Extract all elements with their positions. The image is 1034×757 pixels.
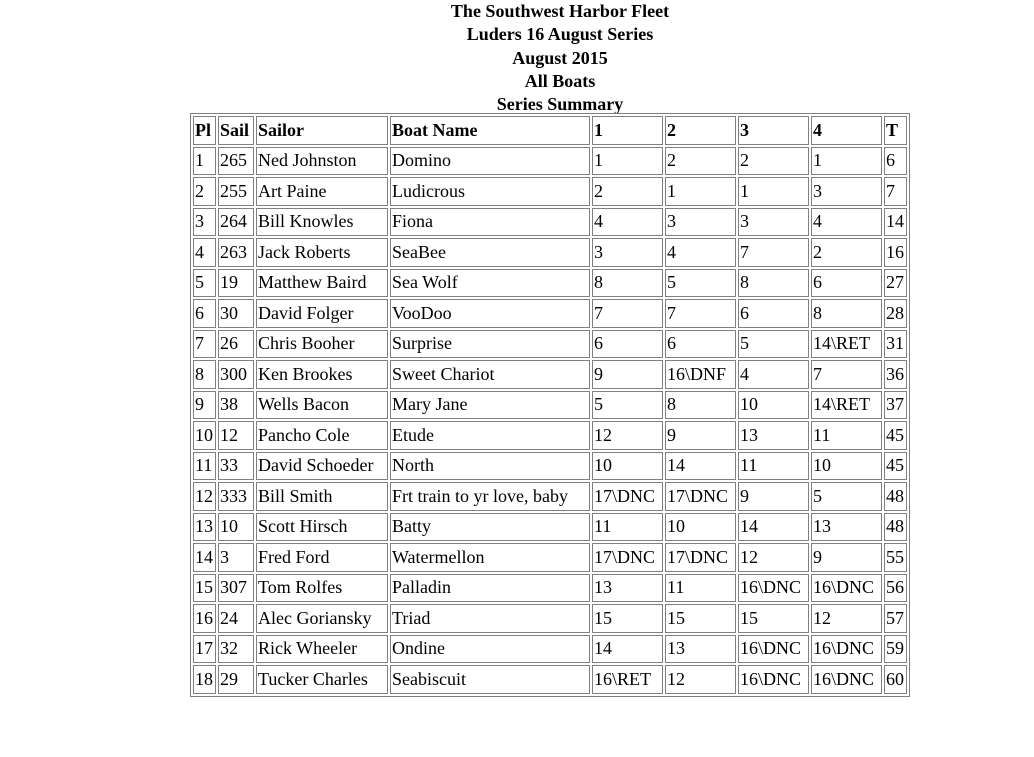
sailor-cell: Bill Knowles bbox=[256, 208, 388, 237]
race-2-cell: 5 bbox=[665, 269, 736, 298]
total-cell: 28 bbox=[884, 299, 907, 328]
sailor-cell: Matthew Baird bbox=[256, 269, 388, 298]
series-date: August 2015 bbox=[512, 47, 608, 68]
sail-cell: 33 bbox=[218, 452, 254, 481]
race-2-cell: 17\DNC bbox=[665, 482, 736, 511]
place-cell: 11 bbox=[193, 452, 216, 481]
sail-cell: 263 bbox=[218, 238, 254, 267]
sail-cell: 265 bbox=[218, 147, 254, 176]
results-body bbox=[193, 147, 907, 694]
place-cell: 5 bbox=[193, 269, 216, 298]
race-4-cell: 2 bbox=[811, 238, 882, 267]
boat-name-cell: SeaBee bbox=[390, 238, 590, 267]
report-type: Series Summary bbox=[496, 94, 624, 115]
race-1-cell: 16\RET bbox=[592, 665, 663, 694]
boat-name-cell: Batty bbox=[390, 513, 590, 542]
race-4-cell: 14\RET bbox=[811, 330, 882, 359]
race-3-cell: 11 bbox=[738, 452, 809, 481]
boat-name-cell: Seabiscuit bbox=[390, 665, 590, 694]
boat-name-cell: Watermellon bbox=[390, 543, 590, 572]
place-cell: 13 bbox=[193, 513, 216, 542]
table-row bbox=[193, 238, 907, 267]
sailor-cell: Ned Johnston bbox=[256, 147, 388, 176]
total-cell: 45 bbox=[884, 421, 907, 450]
race-2-cell: 4 bbox=[665, 238, 736, 267]
race-1-cell: 3 bbox=[592, 238, 663, 267]
boat-name-cell: Sweet Chariot bbox=[390, 360, 590, 389]
table-row bbox=[193, 360, 907, 389]
sail-cell: 333 bbox=[218, 482, 254, 511]
sailor-cell: David Schoeder bbox=[256, 452, 388, 481]
race-2-cell: 11 bbox=[665, 574, 736, 603]
table-row bbox=[193, 574, 907, 603]
total-cell: 56 bbox=[884, 574, 907, 603]
race-2-cell: 2 bbox=[665, 147, 736, 176]
place-cell: 6 bbox=[193, 299, 216, 328]
race-4-cell: 5 bbox=[811, 482, 882, 511]
table-row bbox=[193, 421, 907, 450]
sailor-cell: Tucker Charles bbox=[256, 665, 388, 694]
race-2-cell: 10 bbox=[665, 513, 736, 542]
boat-name-cell: Ondine bbox=[390, 635, 590, 664]
boat-name-cell: Ludicrous bbox=[390, 177, 590, 206]
sail-cell: 32 bbox=[218, 635, 254, 664]
race-3-cell: 2 bbox=[738, 147, 809, 176]
race-4-cell: 16\DNC bbox=[811, 635, 882, 664]
race-3-cell: 7 bbox=[738, 238, 809, 267]
sail-cell: 10 bbox=[218, 513, 254, 542]
place-cell: 10 bbox=[193, 421, 216, 450]
sailor-cell: Bill Smith bbox=[256, 482, 388, 511]
col-header-race-3: 3 bbox=[738, 116, 809, 145]
sailor-cell: David Folger bbox=[256, 299, 388, 328]
total-cell: 45 bbox=[884, 452, 907, 481]
sail-cell: 307 bbox=[218, 574, 254, 603]
table-row bbox=[193, 452, 907, 481]
race-4-cell: 12 bbox=[811, 604, 882, 633]
boat-name-cell: Sea Wolf bbox=[390, 269, 590, 298]
race-3-cell: 13 bbox=[738, 421, 809, 450]
sailor-cell: Rick Wheeler bbox=[256, 635, 388, 664]
sailor-cell: Jack Roberts bbox=[256, 238, 388, 267]
race-1-cell: 1 bbox=[592, 147, 663, 176]
col-header-race-1: 1 bbox=[592, 116, 663, 145]
race-4-cell: 10 bbox=[811, 452, 882, 481]
sailor-cell: Chris Booher bbox=[256, 330, 388, 359]
sail-cell: 300 bbox=[218, 360, 254, 389]
place-cell: 9 bbox=[193, 391, 216, 420]
place-cell: 2 bbox=[193, 177, 216, 206]
boat-name-cell: Domino bbox=[390, 147, 590, 176]
race-1-cell: 4 bbox=[592, 208, 663, 237]
table-row bbox=[193, 482, 907, 511]
race-4-cell: 13 bbox=[811, 513, 882, 542]
table-row bbox=[193, 208, 907, 237]
total-cell: 36 bbox=[884, 360, 907, 389]
col-header-total: T bbox=[884, 116, 907, 145]
race-4-cell: 8 bbox=[811, 299, 882, 328]
boat-name-cell: Frt train to yr love, baby bbox=[390, 482, 590, 511]
series-title: Luders 16 August Series bbox=[466, 24, 654, 45]
race-1-cell: 13 bbox=[592, 574, 663, 603]
sailor-cell: Tom Rolfes bbox=[256, 574, 388, 603]
race-1-cell: 11 bbox=[592, 513, 663, 542]
race-1-cell: 9 bbox=[592, 360, 663, 389]
table-row bbox=[193, 269, 907, 298]
race-2-cell: 7 bbox=[665, 299, 736, 328]
race-4-cell: 4 bbox=[811, 208, 882, 237]
table-row bbox=[193, 330, 907, 359]
total-cell: 37 bbox=[884, 391, 907, 420]
sail-cell: 26 bbox=[218, 330, 254, 359]
place-cell: 4 bbox=[193, 238, 216, 267]
race-2-cell: 16\DNF bbox=[665, 360, 736, 389]
boat-name-cell: Etude bbox=[390, 421, 590, 450]
race-3-cell: 12 bbox=[738, 543, 809, 572]
race-3-cell: 16\DNC bbox=[738, 574, 809, 603]
table-row bbox=[193, 543, 907, 572]
sailor-cell: Ken Brookes bbox=[256, 360, 388, 389]
fleet-title: The Southwest Harbor Fleet bbox=[450, 1, 670, 21]
place-cell: 7 bbox=[193, 330, 216, 359]
race-4-cell: 14\RET bbox=[811, 391, 882, 420]
race-2-cell: 1 bbox=[665, 177, 736, 206]
table-row bbox=[193, 513, 907, 542]
race-3-cell: 15 bbox=[738, 604, 809, 633]
place-cell: 16 bbox=[193, 604, 216, 633]
sail-cell: 255 bbox=[218, 177, 254, 206]
total-cell: 6 bbox=[884, 147, 907, 176]
table-row bbox=[193, 665, 907, 694]
boat-name-cell: Triad bbox=[390, 604, 590, 633]
col-header-race-2: 2 bbox=[665, 116, 736, 145]
race-4-cell: 11 bbox=[811, 421, 882, 450]
boat-name-cell: Surprise bbox=[390, 330, 590, 359]
race-1-cell: 8 bbox=[592, 269, 663, 298]
sail-cell: 3 bbox=[218, 543, 254, 572]
total-cell: 27 bbox=[884, 269, 907, 298]
sail-cell: 264 bbox=[218, 208, 254, 237]
race-3-cell: 1 bbox=[738, 177, 809, 206]
race-1-cell: 5 bbox=[592, 391, 663, 420]
col-header-sailor: Sailor bbox=[256, 116, 388, 145]
race-3-cell: 16\DNC bbox=[738, 635, 809, 664]
sailor-cell: Art Paine bbox=[256, 177, 388, 206]
race-1-cell: 10 bbox=[592, 452, 663, 481]
race-3-cell: 5 bbox=[738, 330, 809, 359]
table-row bbox=[193, 299, 907, 328]
boat-name-cell: Fiona bbox=[390, 208, 590, 237]
col-header-boat-name: Boat Name bbox=[390, 116, 590, 145]
total-cell: 31 bbox=[884, 330, 907, 359]
place-cell: 15 bbox=[193, 574, 216, 603]
race-3-cell: 16\DNC bbox=[738, 665, 809, 694]
place-cell: 1 bbox=[193, 147, 216, 176]
table-header-row bbox=[193, 116, 907, 145]
sailor-cell: Pancho Cole bbox=[256, 421, 388, 450]
table-row bbox=[193, 147, 907, 176]
boat-name-cell: North bbox=[390, 452, 590, 481]
total-cell: 7 bbox=[884, 177, 907, 206]
total-cell: 59 bbox=[884, 635, 907, 664]
place-cell: 17 bbox=[193, 635, 216, 664]
race-1-cell: 7 bbox=[592, 299, 663, 328]
boat-class: All Boats bbox=[524, 70, 596, 91]
race-3-cell: 8 bbox=[738, 269, 809, 298]
table-row bbox=[193, 391, 907, 420]
race-4-cell: 3 bbox=[811, 177, 882, 206]
race-4-cell: 16\DNC bbox=[811, 574, 882, 603]
total-cell: 55 bbox=[884, 543, 907, 572]
race-2-cell: 17\DNC bbox=[665, 543, 736, 572]
place-cell: 8 bbox=[193, 360, 216, 389]
race-2-cell: 15 bbox=[665, 604, 736, 633]
race-3-cell: 14 bbox=[738, 513, 809, 542]
race-2-cell: 6 bbox=[665, 330, 736, 359]
race-4-cell: 16\DNC bbox=[811, 665, 882, 694]
race-1-cell: 2 bbox=[592, 177, 663, 206]
place-cell: 18 bbox=[193, 665, 216, 694]
total-cell: 57 bbox=[884, 604, 907, 633]
race-3-cell: 10 bbox=[738, 391, 809, 420]
race-1-cell: 14 bbox=[592, 635, 663, 664]
total-cell: 48 bbox=[884, 513, 907, 542]
sail-cell: 38 bbox=[218, 391, 254, 420]
race-3-cell: 4 bbox=[738, 360, 809, 389]
boat-name-cell: Mary Jane bbox=[390, 391, 590, 420]
race-1-cell: 17\DNC bbox=[592, 482, 663, 511]
sailor-cell: Alec Goriansky bbox=[256, 604, 388, 633]
table-row bbox=[193, 604, 907, 633]
race-3-cell: 3 bbox=[738, 208, 809, 237]
series-summary-table bbox=[190, 113, 910, 697]
place-cell: 12 bbox=[193, 482, 216, 511]
race-4-cell: 1 bbox=[811, 147, 882, 176]
race-2-cell: 14 bbox=[665, 452, 736, 481]
race-2-cell: 13 bbox=[665, 635, 736, 664]
place-cell: 3 bbox=[193, 208, 216, 237]
race-1-cell: 17\DNC bbox=[592, 543, 663, 572]
sailor-cell: Fred Ford bbox=[256, 543, 388, 572]
race-3-cell: 9 bbox=[738, 482, 809, 511]
table-row bbox=[193, 177, 907, 206]
col-header-sail: Sail bbox=[218, 116, 254, 145]
total-cell: 48 bbox=[884, 482, 907, 511]
race-4-cell: 6 bbox=[811, 269, 882, 298]
boat-name-cell: Palladin bbox=[390, 574, 590, 603]
table-row bbox=[193, 635, 907, 664]
total-cell: 14 bbox=[884, 208, 907, 237]
sail-cell: 30 bbox=[218, 299, 254, 328]
sail-cell: 29 bbox=[218, 665, 254, 694]
sail-cell: 19 bbox=[218, 269, 254, 298]
race-2-cell: 9 bbox=[665, 421, 736, 450]
race-3-cell: 6 bbox=[738, 299, 809, 328]
total-cell: 16 bbox=[884, 238, 907, 267]
col-header-race-4: 4 bbox=[811, 116, 882, 145]
col-header-place: Pl bbox=[193, 116, 216, 145]
place-cell: 14 bbox=[193, 543, 216, 572]
race-1-cell: 15 bbox=[592, 604, 663, 633]
sail-cell: 12 bbox=[218, 421, 254, 450]
boat-name-cell: VooDoo bbox=[390, 299, 590, 328]
page-heading bbox=[0, 0, 1034, 116]
race-2-cell: 12 bbox=[665, 665, 736, 694]
race-4-cell: 7 bbox=[811, 360, 882, 389]
sail-cell: 24 bbox=[218, 604, 254, 633]
race-1-cell: 6 bbox=[592, 330, 663, 359]
race-2-cell: 3 bbox=[665, 208, 736, 237]
sailor-cell: Scott Hirsch bbox=[256, 513, 388, 542]
race-4-cell: 9 bbox=[811, 543, 882, 572]
race-2-cell: 8 bbox=[665, 391, 736, 420]
sailor-cell: Wells Bacon bbox=[256, 391, 388, 420]
race-1-cell: 12 bbox=[592, 421, 663, 450]
total-cell: 60 bbox=[884, 665, 907, 694]
